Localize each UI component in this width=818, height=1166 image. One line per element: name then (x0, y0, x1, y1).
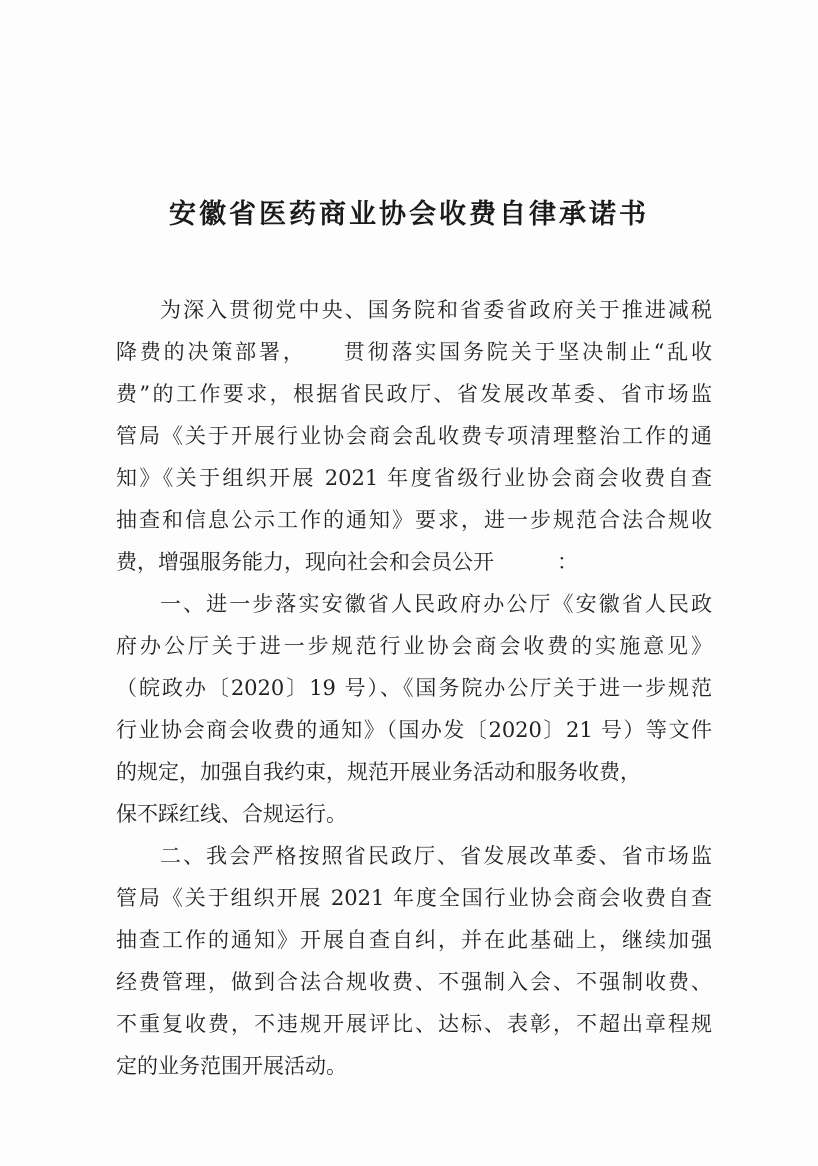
paragraph-1-line-3: 费”的工作要求，根据省民政厅、省发展改革委、省市场监 (116, 382, 712, 406)
paragraph-1-line-1: 为深入贯彻党中央、国务院和省委省政府关于推进减税 (160, 298, 712, 322)
paragraph-2-line-1: 一、进一步落实安徽省人民政府办公厅《安徽省人民政 (160, 592, 712, 616)
paragraph-1-line-6: 抽查和信息公示工作的通知》要求，进一步规范合法合规收 (116, 508, 712, 532)
paragraph-1-line-5: 知》《关于组织开展 2021 年度省级行业协会商会收费自查 (116, 466, 712, 490)
paragraph-2-line-6: 保不踩红线、合规运行。 (116, 802, 347, 826)
paragraph-3-line-2: 管局《关于组织开展 2021 年度全国行业协会商会收费自查 (116, 886, 712, 910)
paragraph-2-line-5: 的规定，加强自我约束，规范开展业务活动和服务收费， (116, 760, 641, 784)
paragraph-2-line-2: 府办公厅关于进一步规范行业协会商会收费的实施意见》 (116, 634, 712, 658)
paragraph-2-line-4: 行业协会商会收费的通知》（国办发〔2020〕21 号）等文件 (116, 718, 712, 742)
paragraph-3-line-6: 定的业务范围开展活动。 (116, 1054, 347, 1078)
paragraph-3-line-3: 抽查工作的通知》开展自查自纠，并在此基础上，继续加强 (116, 928, 712, 952)
paragraph-1-line-4: 管局《关于开展行业协会商会乱收费专项清理整治工作的通 (116, 424, 712, 448)
paragraph-2-line-3: （皖政办〔2020〕19 号）、《国务院办公厅关于进一步规范 (116, 676, 712, 700)
paragraph-1-line-2: 降费的决策部署， 贯彻落实国务院关于坚决制止“乱收 (116, 340, 712, 364)
paragraph-1-line-7: 费，增强服务能力，现向社会和会员公开 ： (116, 550, 578, 574)
document-title: 安徽省医药商业协会收费自律承诺书 (169, 199, 649, 230)
paragraph-3-line-4: 经费管理，做到合法合规收费、不强制入会、不强制收费、 (116, 970, 712, 994)
paragraph-3-line-5: 不重复收费，不违规开展评比、达标、表彰，不超出章程规 (116, 1012, 712, 1036)
paragraph-3-line-1: 二、我会严格按照省民政厅、省发展改革委、省市场监 (160, 844, 712, 868)
